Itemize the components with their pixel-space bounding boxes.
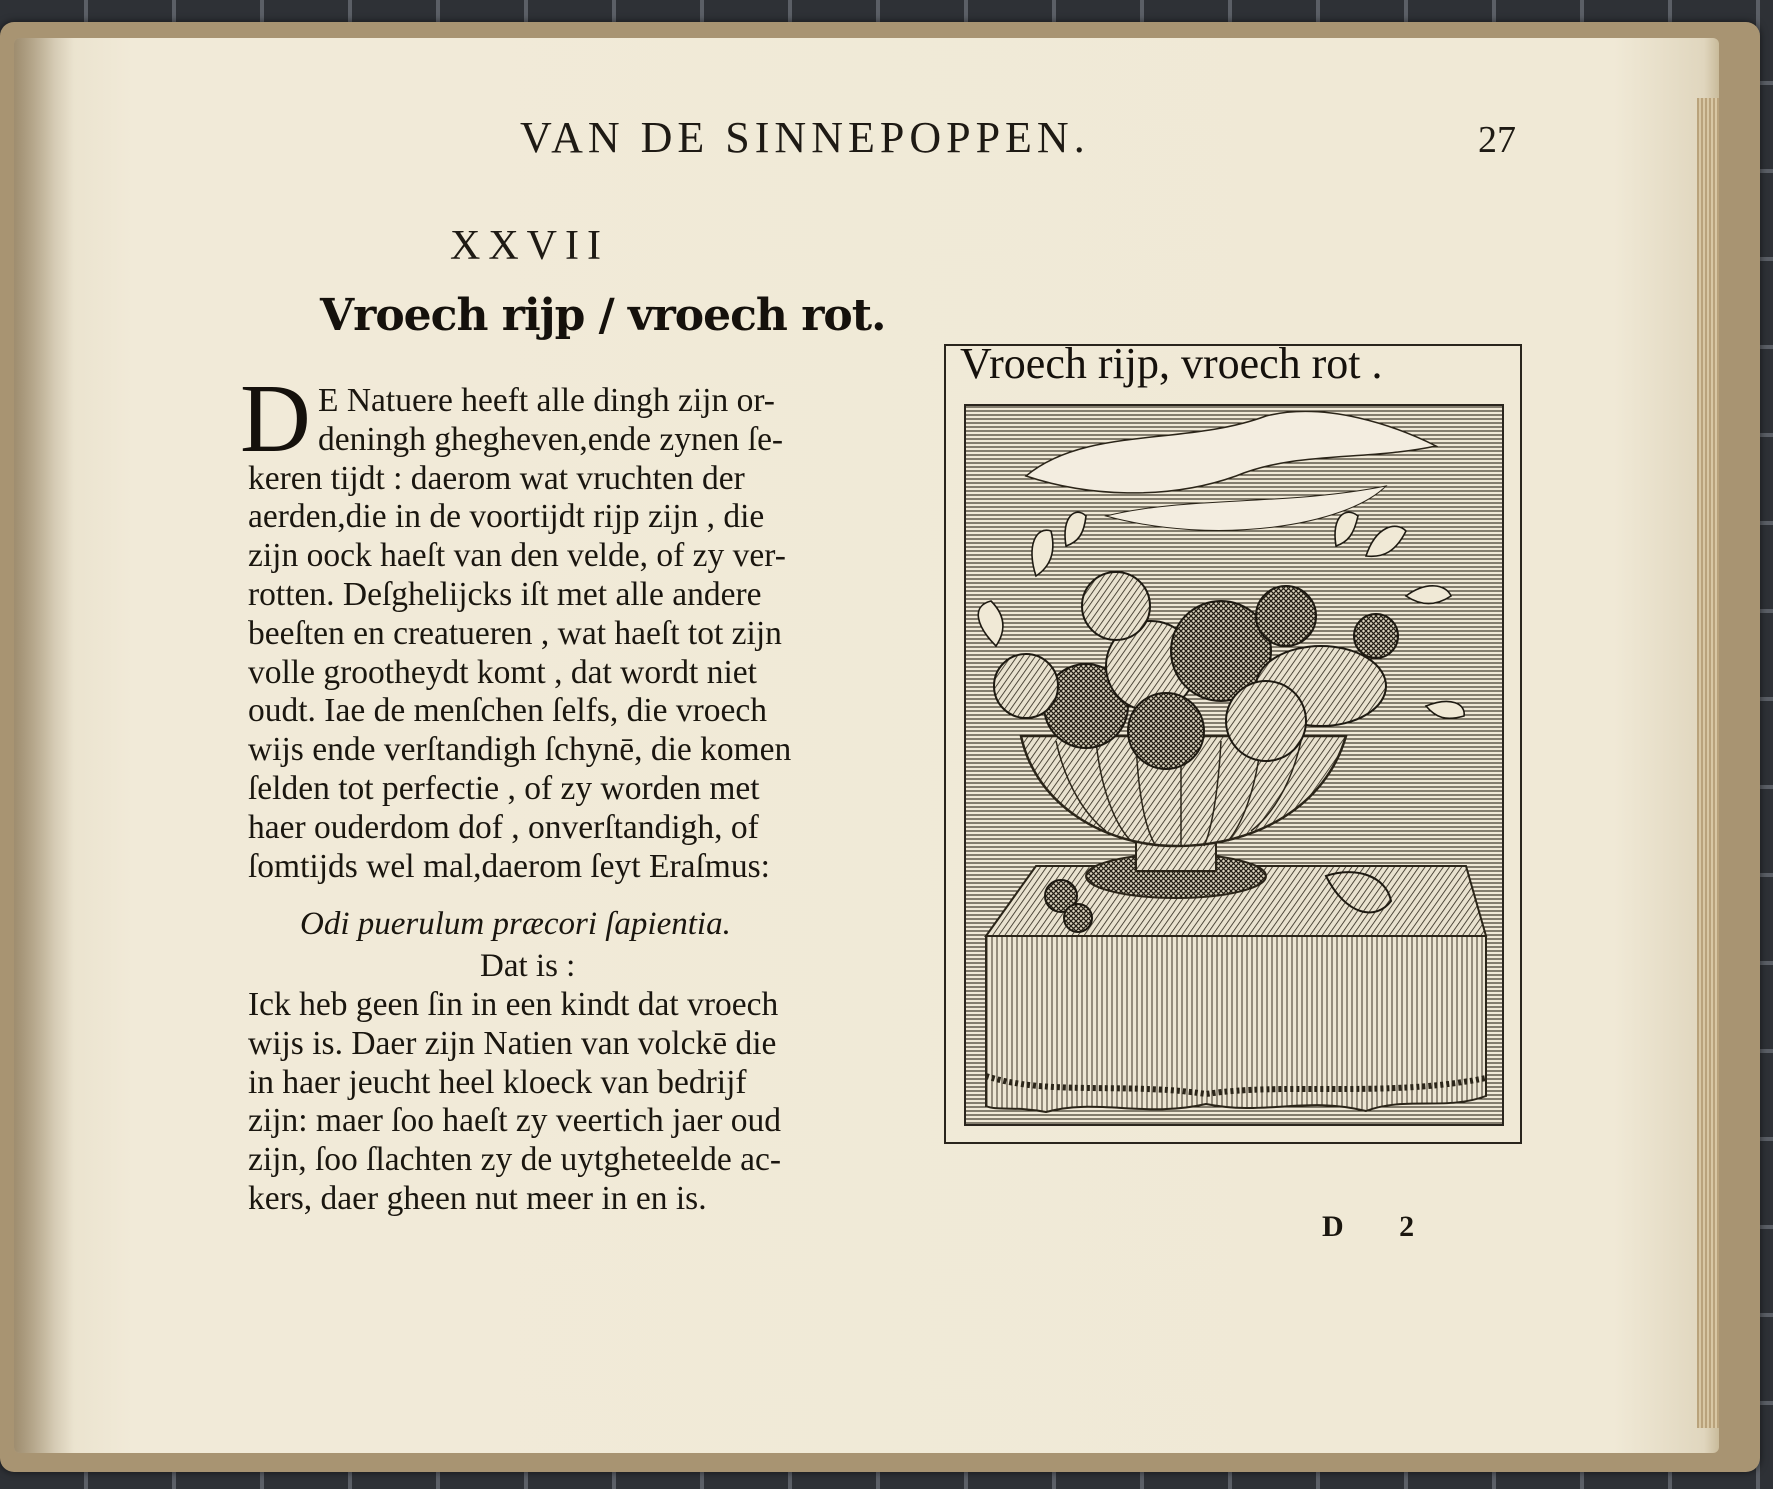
- text-line: zijn oock haeſt van den velde, of zy ver-: [248, 537, 786, 575]
- text-line: deningh ghegheven,ende zynen ſe-: [318, 420, 784, 458]
- fruit-bowl-engraving: [964, 404, 1504, 1126]
- text-line: E Natuere heeft alle dingh zijn or-: [318, 382, 775, 419]
- text-line: wijs is. Daer zijn Natien van volckē die: [248, 1024, 777, 1062]
- translation-text: [248, 986, 838, 1219]
- text-line: kers, daer gheen nut meer in en is.: [248, 1179, 707, 1217]
- text-line: zijn: maer ſoo haeſt zy veertich jaer oud: [248, 1102, 781, 1140]
- text-line: ſelden tot perfectie , of zy worden met: [248, 769, 760, 807]
- body-text: [240, 365, 838, 886]
- text-line: wijs ende verſtandigh ſchynē, die komen: [248, 731, 792, 769]
- text-line: oudt. Iae de menſchen ſelfs, die vroech: [248, 692, 768, 730]
- text-line: ſomtijds wel mal,daerom ſeyt Eraſmus:: [248, 847, 770, 885]
- running-head: VAN DE SINNEPOPPEN.: [520, 113, 1090, 162]
- emblem-title: Vroech rijp / vroech rot.: [320, 290, 886, 341]
- page-edges: [1697, 98, 1719, 1428]
- emblem-motto: Vroech rijp, vroech rot .: [960, 339, 1383, 388]
- translation-heading: Dat is :: [480, 948, 576, 984]
- text-line: zijn, ſoo ſlachten zy de uytgheteelde ac-: [248, 1141, 781, 1179]
- drop-capital: D: [240, 365, 311, 473]
- text-line: keren tijdt : daerom wat vruchten der: [248, 459, 745, 497]
- text-line: volle grootheydt komt , dat wordt niet: [248, 653, 757, 691]
- text-line: beeſten en creatueren , wat haeſt tot zijn: [248, 614, 782, 652]
- signature-mark: D 2: [1322, 1210, 1439, 1243]
- text-line: in haer jeucht heel kloeck van bedrijf: [248, 1063, 747, 1101]
- page-number: 27: [1478, 119, 1516, 161]
- text-line: aerden,die in de voortijdt rijp zijn , die: [248, 498, 765, 536]
- gutter-shadow: [14, 38, 74, 1453]
- text-line: rotten. Deſghelijcks iſt met alle andere: [248, 575, 762, 613]
- latin-quote: Odi puerulum præcori ſapientia.: [300, 906, 731, 942]
- engraving-illustration: [966, 406, 1502, 1124]
- text-line: Ick heb geen ſin in een kindt dat vroech: [248, 986, 779, 1023]
- chapter-number: XXVII: [450, 223, 609, 269]
- text-line: haer ouderdom dof , onverſtandigh, of: [248, 808, 759, 846]
